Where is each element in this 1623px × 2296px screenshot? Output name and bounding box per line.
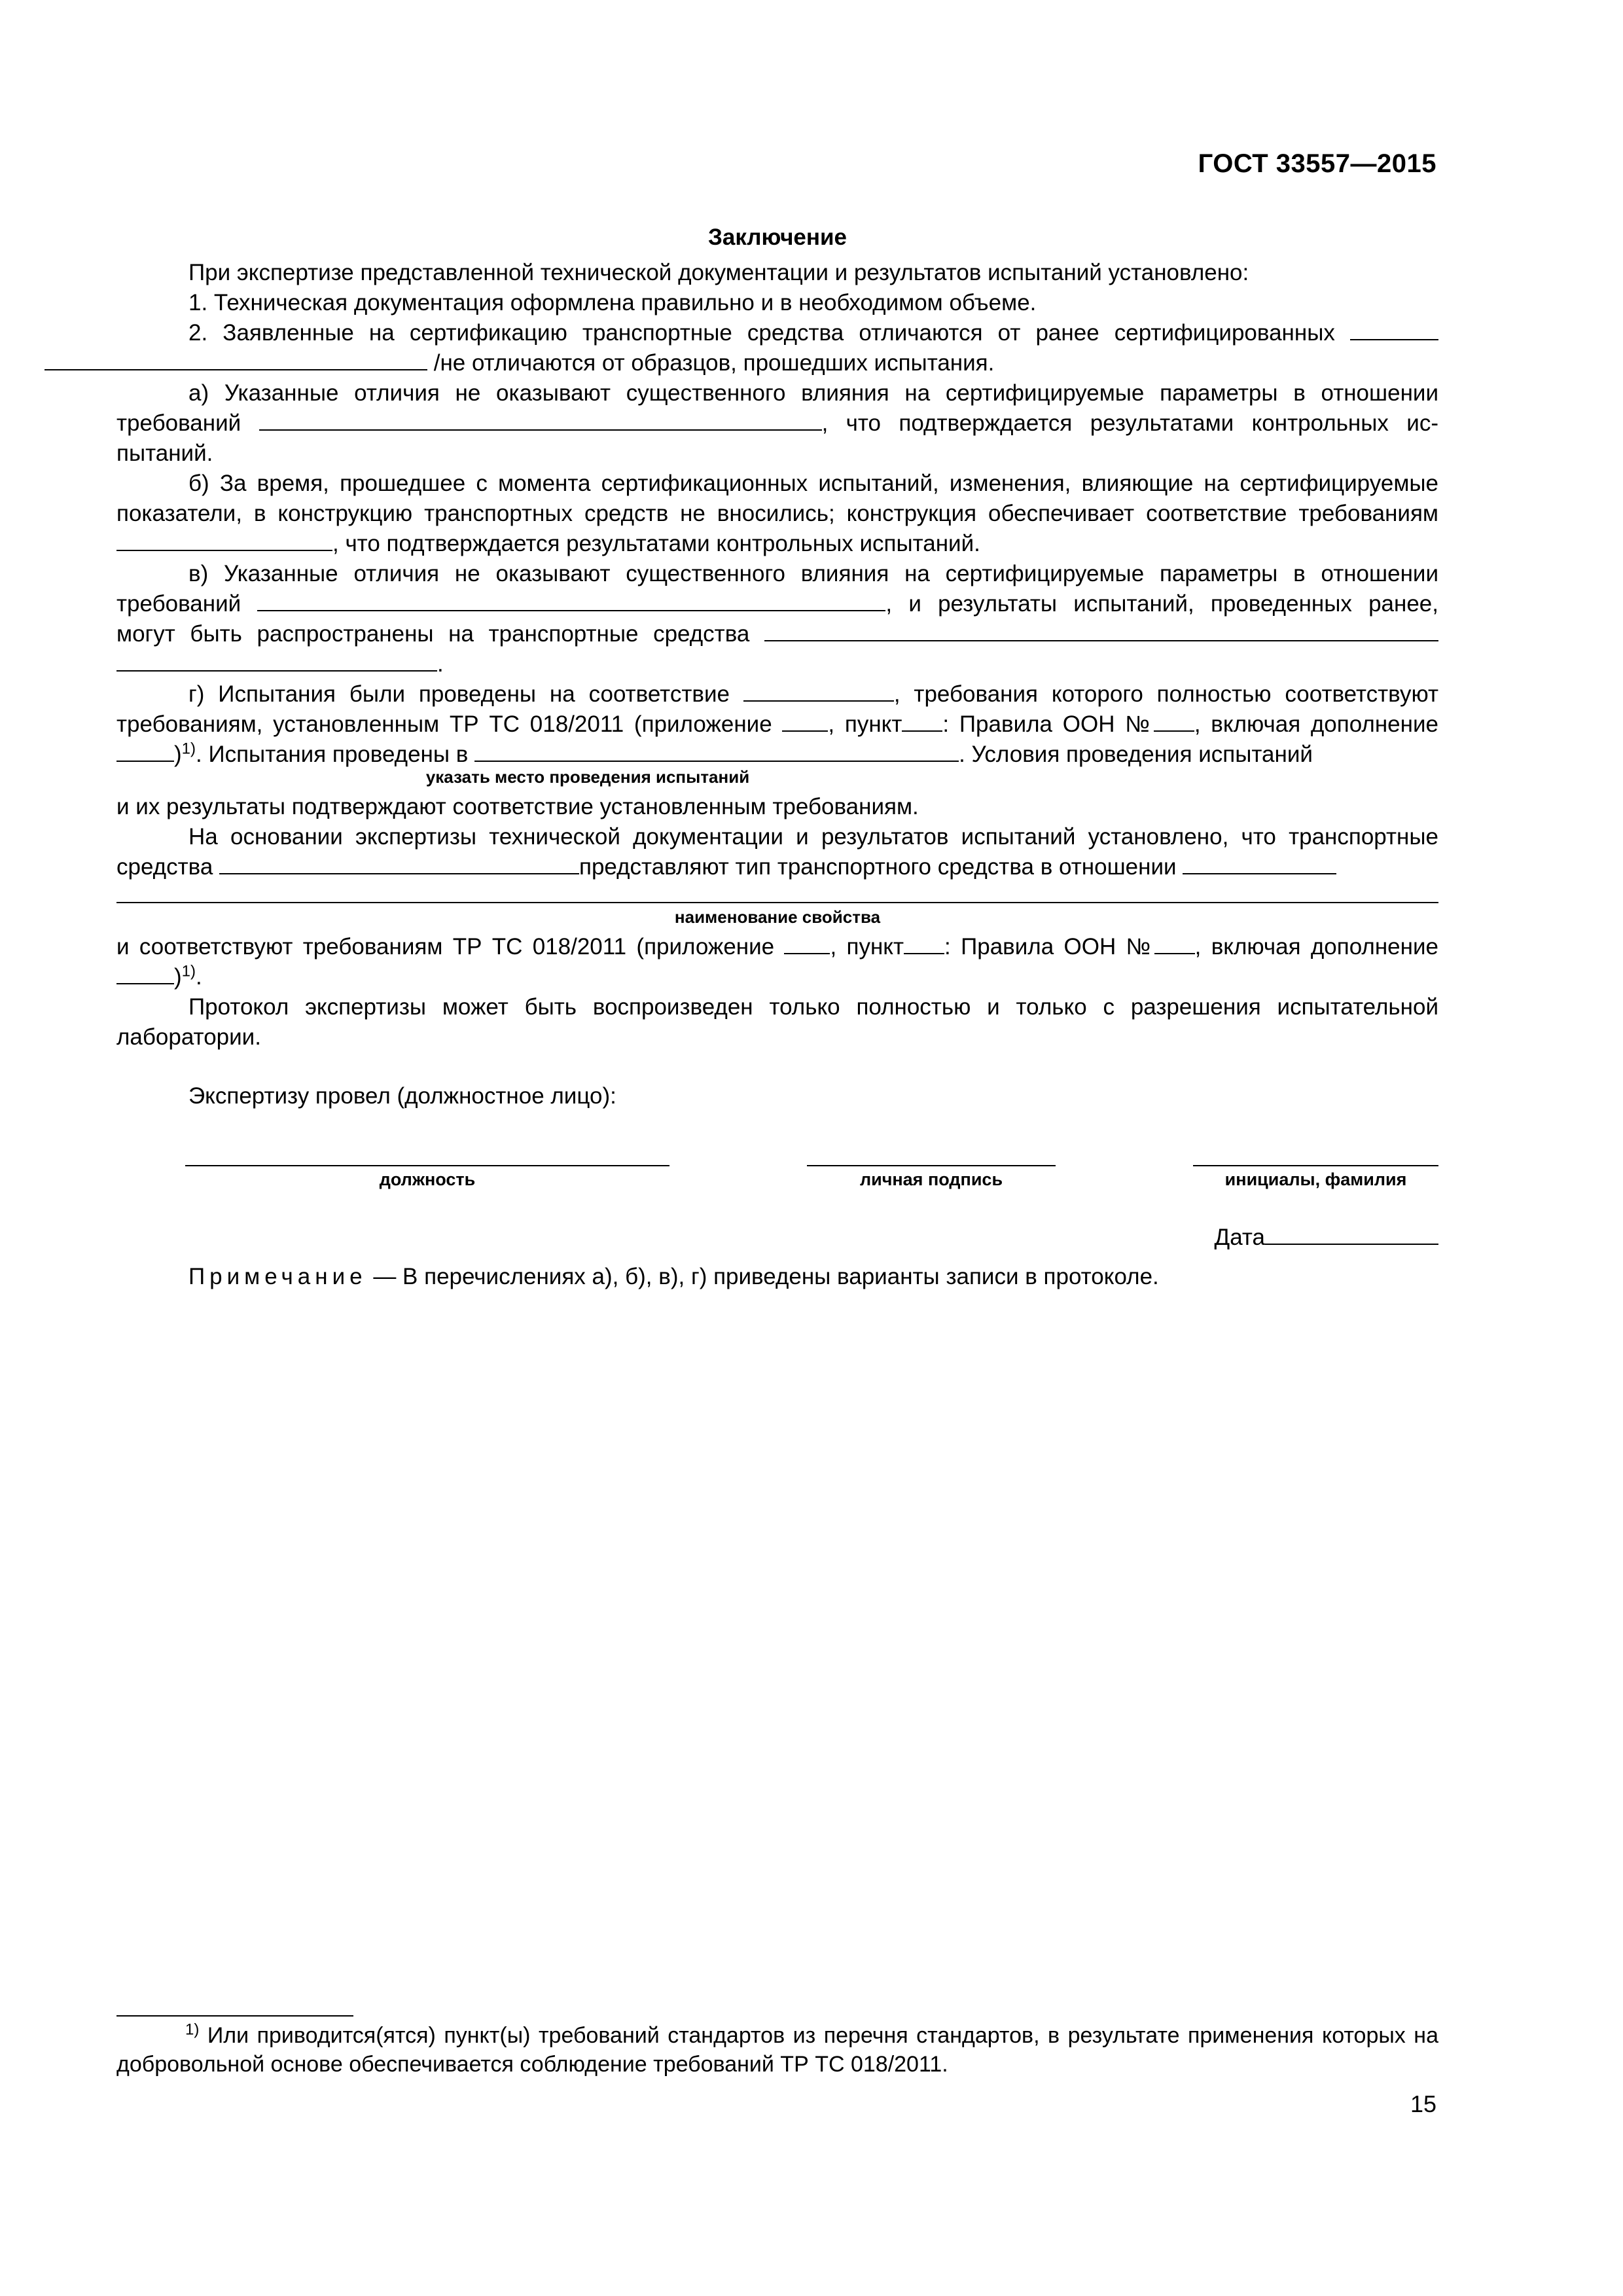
footnote-ref: 1) <box>181 962 196 980</box>
signature-caption-position: должность <box>379 1170 476 1189</box>
paragraph-conclusion-text-2: представляют тип транспортного средства в отношении <box>579 854 1177 880</box>
signature-signature <box>807 1139 1056 1193</box>
note-text: В перечислениях а), б), в), г) приведены варианты записи в протоколе. <box>402 1264 1159 1289</box>
paragraph-b <box>116 469 1438 559</box>
footnote <box>116 2021 1438 2079</box>
paragraph-conclusion-text-7: ) <box>174 964 182 990</box>
signature-caption-signature: личная подпись <box>859 1170 1003 1189</box>
paragraph-conclusion-text-4: , пункт <box>830 934 904 960</box>
note-label: Примечание <box>188 1264 367 1289</box>
signature-name <box>1193 1139 1438 1193</box>
paragraph-conclusion-text-3: и соответствуют требованиям ТР ТС 018/2011 (приложение <box>116 934 775 960</box>
signature-position <box>185 1139 669 1193</box>
paragraph-conclusion-text-5: : Правила ООН № <box>944 934 1154 960</box>
footnote-mark-sup: 1) <box>185 2020 200 2039</box>
item-2-text: 2. Заявленные на сертификацию транспортные средства отличаются от ранее сертифицированных <box>188 320 1335 346</box>
blank-line <box>902 711 942 732</box>
paragraph-g-text-6: ) <box>174 742 182 767</box>
item-1: 1. Техническая документация оформлена правильно и в необходимом объеме. <box>188 290 1037 315</box>
document-code: ГОСТ 33557—2015 <box>1198 149 1436 178</box>
blank-line <box>1154 933 1195 954</box>
footnote-ref: 1) <box>181 740 196 758</box>
blank-line <box>784 933 830 954</box>
blank-line <box>116 741 174 762</box>
paragraph-g <box>116 679 1438 770</box>
blank-line <box>45 350 427 370</box>
paragraph-a <box>116 378 1438 469</box>
paragraph-g-text-8: . Условия проведения испытаний <box>959 742 1313 767</box>
paragraph-a-text-cont: , что подтверждается результатами контрольных испытаний. <box>116 410 1439 466</box>
blank-line <box>743 681 894 702</box>
footnote-mark <box>185 2020 200 2048</box>
paragraph-g-text-3: , пункт <box>828 711 902 737</box>
paragraph-conclusion-text-6: , включая дополнение <box>1194 934 1438 960</box>
paragraph-v-end: . <box>437 651 444 677</box>
blank-line <box>116 963 174 984</box>
paragraph-g-text: г) Испытания были проведены на соответствие <box>188 681 730 707</box>
blank-line <box>257 590 885 611</box>
signature-line <box>1193 1139 1438 1166</box>
paragraph-a-text: а) Указанные отличия не оказывают существенного влияния на сертифицируемые параметры в отношении требований <box>116 380 1438 436</box>
paragraph-g-text-5: , включая дополнение <box>1194 711 1438 737</box>
blank-line <box>782 711 828 732</box>
paragraph-b-text-cont: , что подтверждается результатами контрольных испытаний. <box>332 531 980 556</box>
caption-place: указать место проведения испытаний <box>425 767 750 787</box>
paragraph-g-end: и их результаты подтверждают соответствие установленным требованиям. <box>116 794 919 819</box>
paragraph-v <box>116 559 1438 679</box>
signature-caption-name: инициалы, фамилия <box>1224 1170 1407 1189</box>
footnote-divider <box>116 2015 353 2017</box>
paragraph-conclusion-text: На основании экспертизы технической документации и результатов испытаний установлено, что транспортные средства <box>116 824 1438 880</box>
note-dash: — <box>366 1264 403 1289</box>
paragraph-g-text-7: . Испытания проведены в <box>196 742 469 767</box>
footnote-text: Или приводится(ятся) пункт(ы) требований стандартов из перечня стандартов, в результате применения которых на добровольной основе обеспечивается соблюдение требований ТР ТС 018/2011. <box>116 2023 1438 2077</box>
paragraph-g-text-2: , требования которого полностью соответствуют требованиям, установленным ТР ТС 018/2011 (приложение <box>116 681 1438 737</box>
blank-line <box>764 620 1438 641</box>
blank-line <box>259 410 822 431</box>
paragraph-g-text-4: : Правила ООН № <box>942 711 1154 737</box>
caption-property: наименование свойства <box>674 907 881 927</box>
date-row <box>116 1223 1438 1253</box>
note <box>116 1262 1438 1292</box>
signature-line <box>807 1139 1056 1166</box>
section-title: Заключение <box>707 224 847 250</box>
paragraph-v-text-cont: , и результаты испытаний, проведенных ранее, могут быть распространены на транспортные средства <box>116 591 1438 647</box>
paragraph-b-text: б) За время, прошедшее с момента сертификационных испытаний, изменения, влияющие на сертифицируемые показатели, в конструкцию транспортных средств не вносились; конструкция обеспечивает соответствие требованиям <box>116 471 1438 526</box>
blank-line <box>1350 319 1438 340</box>
blank-line <box>1183 853 1336 874</box>
signature-row <box>116 1139 1438 1211</box>
blank-line <box>116 882 1438 903</box>
document-body <box>116 223 1438 1292</box>
blank-line <box>1154 711 1194 732</box>
expert-label: Экспертизу провел (должностное лицо): <box>188 1083 616 1109</box>
protocol-paragraph: Протокол экспертизы может быть воспроизведен только полностью и только с разрешения испытательной лаборатории. <box>116 994 1438 1050</box>
blank-line <box>904 933 944 954</box>
blank-line <box>116 530 332 551</box>
paragraph-conclusion <box>116 822 1438 882</box>
date-line <box>1265 1224 1438 1245</box>
item-2 <box>116 318 1438 378</box>
blank-line <box>116 651 437 672</box>
date-label: Дата <box>1214 1225 1265 1250</box>
blank-line <box>474 741 959 762</box>
blank-line <box>219 853 579 874</box>
signature-line <box>185 1139 669 1166</box>
paragraph-v-text: в) Указанные отличия не оказывают существенного влияния на сертифицируемые параметры в отношении требований <box>116 561 1438 617</box>
item-2-text-cont: /не отличаются от образцов, прошедших испытания. <box>433 350 995 376</box>
paragraph-conclusion-cont <box>116 932 1438 992</box>
page-number: 15 <box>1410 2090 1436 2117</box>
paragraph-conclusion-text-8: . <box>196 964 202 990</box>
intro-paragraph: При экспертизе представленной технической документации и результатов испытаний установлено: <box>188 260 1249 285</box>
